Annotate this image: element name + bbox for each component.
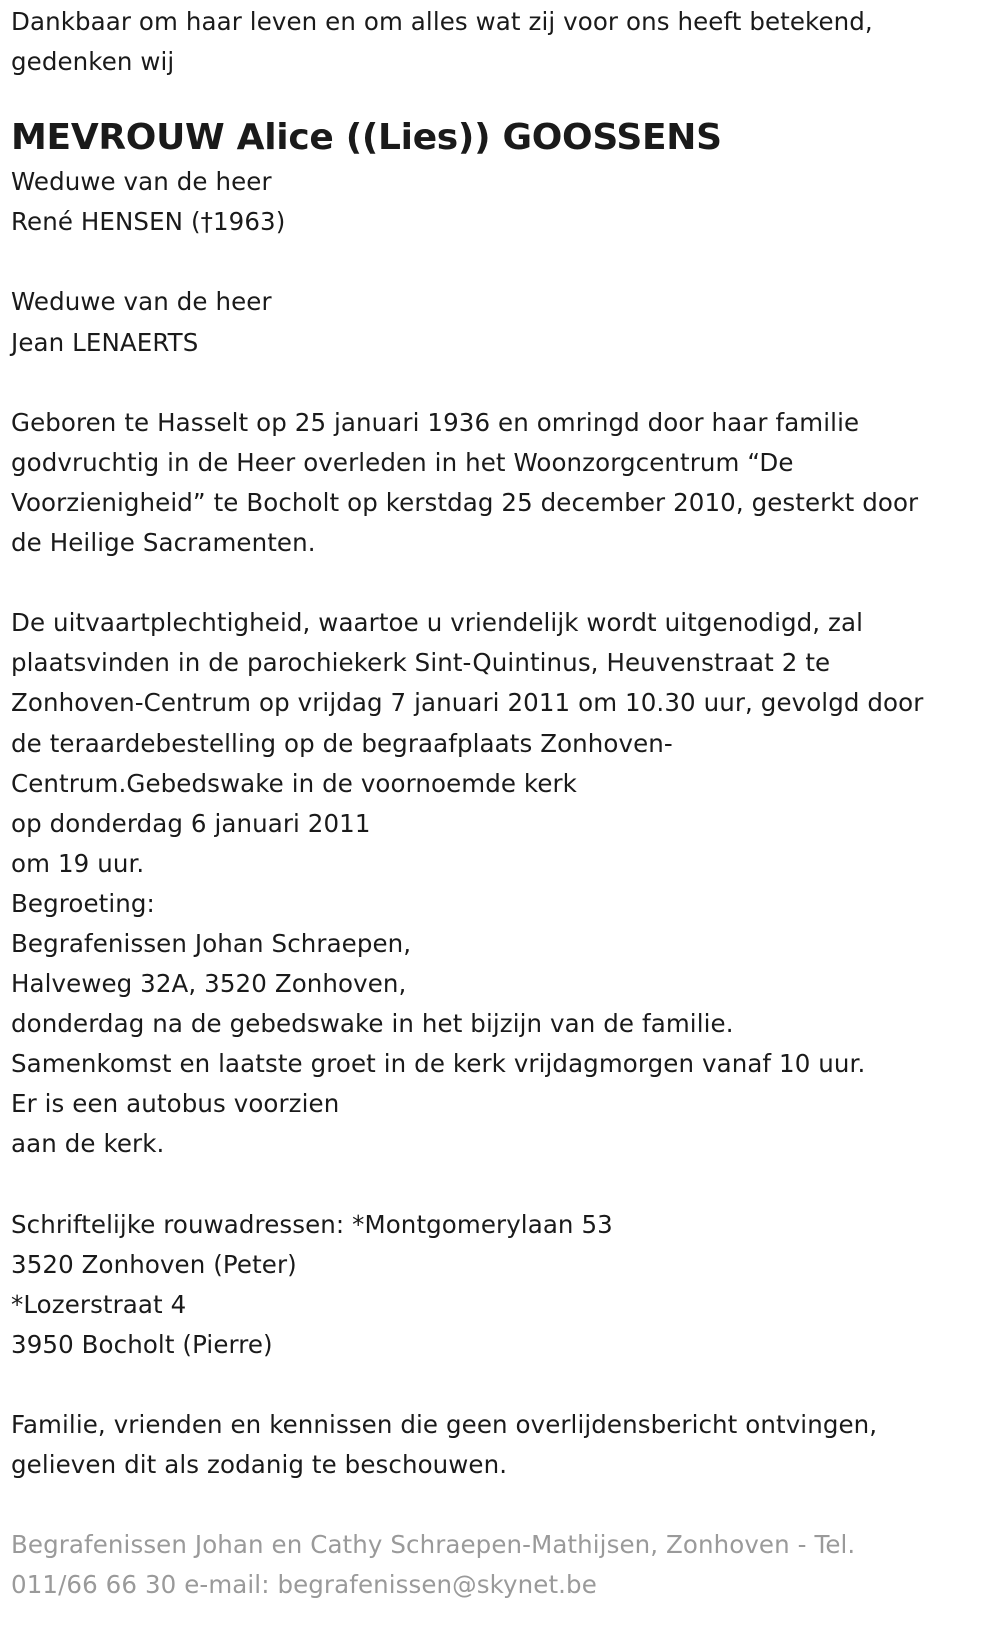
paragraph-line: de Heilige Sacramenten.: [11, 528, 316, 558]
paragraph-line: plaatsvinden in de parochiekerk Sint-Quintinus, Heuvenstraat 2 te: [11, 648, 831, 678]
paragraph-line: Samenkomst en laatste groet in de kerk vrijdagmorgen vanaf 10 uur.: [11, 1049, 866, 1079]
paragraph-line: Er is een autobus voorzien: [11, 1089, 340, 1119]
spacer: [11, 1365, 990, 1405]
footer-line: 011/66 66 30 e-mail: begrafenissen@skynet.be: [11, 1570, 597, 1600]
widow-line: René HENSEN (†1963): [11, 207, 286, 237]
spacer: [11, 1165, 990, 1205]
widow-of-second-husband: [11, 282, 990, 362]
address-line: *Lozerstraat 4: [11, 1289, 187, 1319]
paragraph-line: Centrum.Gebedswake in de voornoemde kerk: [11, 768, 577, 798]
condolence-addresses: [11, 1205, 990, 1365]
widow-line: Weduwe van de heer: [11, 167, 272, 197]
intro-section: [11, 2, 990, 82]
paragraph-line: gelieven dit als zodanig te beschouwen.: [11, 1450, 508, 1480]
paragraph-line: Begrafenissen Johan Schraepen,: [11, 928, 412, 958]
paragraph-line: donderdag na de gebedswake in het bijzijn van de familie.: [11, 1009, 734, 1039]
intro-line: gedenken wij: [11, 47, 175, 77]
paragraph-line: godvruchtig in de Heer overleden in het Woonzorgcentrum “De: [11, 447, 794, 477]
spacer: [11, 1485, 990, 1525]
spacer: [11, 363, 990, 403]
widow-of-first-husband: [11, 162, 990, 242]
paragraph-line: om 19 uur.: [11, 848, 145, 878]
intro-line: Dankbaar om haar leven en om alles wat zij voor ons heeft betekend,: [11, 7, 873, 36]
widow-line: Jean LENAERTS: [11, 327, 199, 357]
paragraph-line: Voorzienigheid” te Bocholt op kerstdag 25 december 2010, gesterkt door: [11, 487, 919, 517]
footer-line: Begrafenissen Johan en Cathy Schraepen-Mathijsen, Zonhoven - Tel.: [11, 1530, 856, 1560]
spacer: [11, 242, 990, 282]
paragraph-line: Begroeting:: [11, 888, 155, 918]
address-line: 3520 Zonhoven (Peter): [11, 1249, 297, 1279]
funeral-home-footer: [11, 1525, 990, 1605]
paragraph-line: Familie, vrienden en kennissen die geen overlijdensbericht ontvingen,: [11, 1410, 878, 1440]
paragraph-line: Zonhoven-Centrum op vrijdag 7 januari 2011 om 10.30 uur, gevolgd door: [11, 688, 924, 718]
address-line: 3950 Bocholt (Pierre): [11, 1329, 273, 1359]
paragraph-line: Halveweg 32A, 3520 Zonhoven,: [11, 969, 407, 999]
paragraph-line: de teraardebestelling op de begraafplaats Zonhoven-: [11, 728, 673, 758]
closing-paragraph: [11, 1405, 990, 1485]
paragraph-line: aan de kerk.: [11, 1129, 165, 1159]
birth-death-paragraph: [11, 403, 990, 563]
widow-line: Weduwe van de heer: [11, 287, 272, 317]
paragraph-line: op donderdag 6 januari 2011: [11, 808, 371, 838]
funeral-paragraph: [11, 603, 990, 1164]
paragraph-line: Geboren te Hasselt op 25 januari 1936 en omringd door haar familie: [11, 407, 860, 437]
spacer: [11, 563, 990, 603]
deceased-name: MEVROUW Alice ((Lies)) GOOSSENS: [11, 117, 722, 159]
address-line: Schriftelijke rouwadressen: *Montgomerylaan 53: [11, 1209, 613, 1239]
paragraph-line: De uitvaartplechtigheid, waartoe u vriendelijk wordt uitgenodigd, zal: [11, 608, 864, 638]
